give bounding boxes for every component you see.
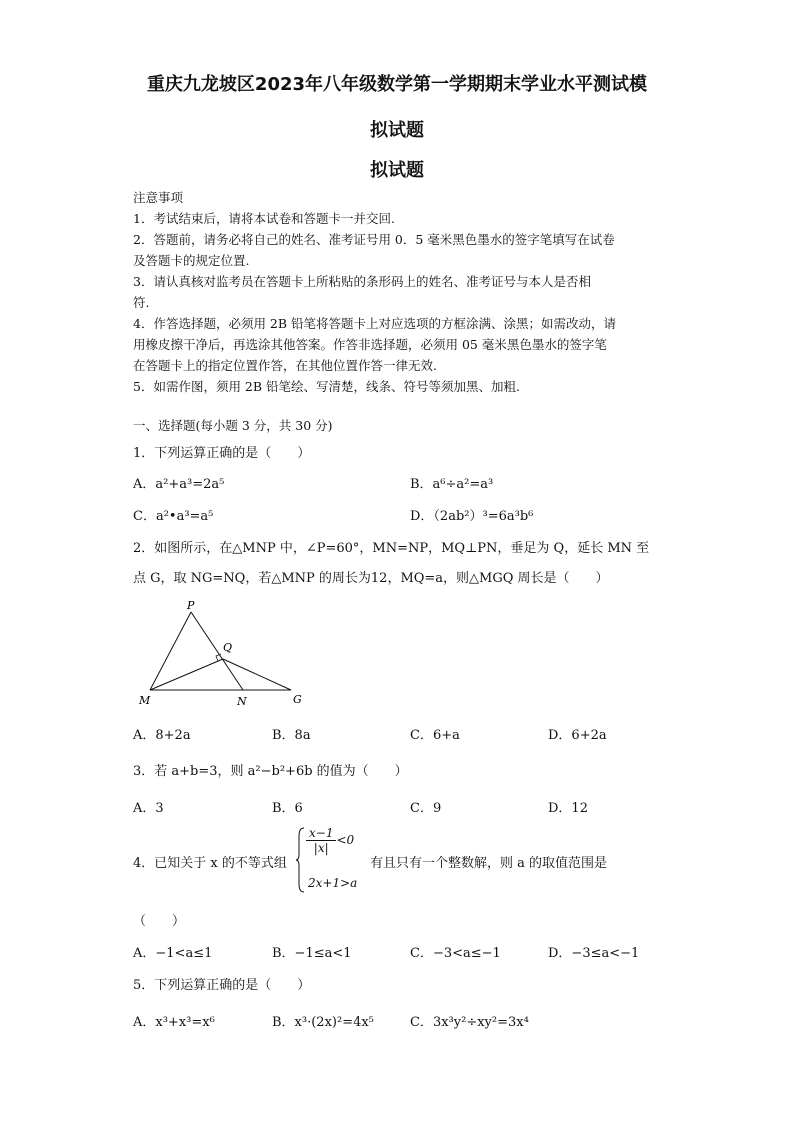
label-m: M — [139, 694, 151, 707]
q5-option-b: B．x³·(2x)²=4x⁵ — [272, 1015, 374, 1030]
question-4-paren: （ ） — [133, 914, 186, 929]
q2-option-c: C．6+a — [410, 728, 460, 743]
inequality-1 — [306, 826, 354, 855]
notes-item: 符. — [133, 295, 150, 310]
q3-option-d: D．12 — [548, 801, 588, 816]
section-heading: 一、选择题(每小题 3 分，共 30 分) — [133, 418, 333, 433]
inequality-1-tail: <0 — [336, 833, 355, 847]
q3-option-c: C．9 — [410, 801, 442, 816]
question-4-stem-suffix: 有且只有一个整数解，则 a 的取值范围是 — [370, 856, 608, 871]
q3-option-a: A．3 — [133, 801, 164, 816]
fraction-denominator: |x| — [313, 841, 329, 855]
question-4-stem-prefix: 4．已知关于 x 的不等式组 — [133, 856, 287, 871]
page-title-line2: 拟试题 — [370, 120, 424, 141]
question-2-stem-line2: 点 G，取 NG=NQ，若△MNP 的周长为12，MQ=a，则△MGQ 周长是（ ） — [133, 571, 609, 586]
inequality-2: 2x+1>a — [308, 876, 358, 890]
question-5-stem: 5．下列运算正确的是（ ） — [133, 978, 311, 993]
q3-option-b: B．6 — [272, 801, 303, 816]
segment-pn — [191, 612, 243, 690]
notes-item: 5．如需作图，须用 2B 铅笔绘、写清楚，线条、符号等须加黑、加粗. — [133, 379, 521, 394]
q4-option-c: C．−3<a≤−1 — [410, 946, 501, 961]
notes-item: 在答题卡上的指定位置作答，在其他位置作答一律无效. — [133, 358, 437, 373]
q2-option-d: D．6+2a — [548, 728, 607, 743]
q1-option-d: D．（2ab²）³=6a³b⁶ — [410, 509, 534, 524]
notes-item: 1．考试结束后，请将本试卷和答题卡一并交回. — [133, 211, 395, 226]
brace-icon — [296, 826, 306, 894]
notes-item: 及答题卡的规定位置. — [133, 253, 250, 268]
label-n: N — [237, 695, 247, 708]
notes-heading: 注意事项 — [133, 190, 184, 205]
fraction — [306, 826, 336, 855]
q5-option-a: A．x³+x³=x⁶ — [133, 1015, 215, 1030]
label-p: P — [187, 599, 195, 612]
page-title: 重庆九龙坡区2023年八年级数学第一学期期末学业水平测试模 — [146, 74, 648, 95]
inequality-system — [296, 826, 366, 894]
page-title-line3: 拟试题 — [370, 160, 424, 181]
q2-option-a: A．8+2a — [133, 728, 191, 743]
notes-item: 4．作答选择题，必须用 2B 铅笔将答题卡上对应选项的方框涂满、涂黑；如需改动，请 — [133, 316, 617, 331]
q5-option-c: C．3x³y²÷xy²=3x⁴ — [410, 1015, 529, 1030]
segment-mq — [150, 659, 223, 690]
question-1-stem: 1．下列运算正确的是（ ） — [133, 446, 311, 461]
triangle-figure — [133, 597, 313, 712]
q4-option-d: D．−3≤a<−1 — [548, 946, 640, 961]
q4-option-b: B．−1≤a<1 — [272, 946, 352, 961]
fraction-numerator: x−1 — [306, 826, 336, 841]
notes-item: 用橡皮擦干净后，再选涂其他答案。作答非选择题，必须用 05 毫米黑色墨水的签字笔 — [133, 337, 607, 352]
q1-option-a: A．a²+a³=2a⁵ — [133, 477, 225, 492]
notes-item: 2．答题前，请务必将自己的姓名、准考证号用 0．5 毫米黑色墨水的签字笔填写在试卷 — [133, 232, 615, 247]
q2-option-b: B．8a — [272, 728, 311, 743]
q1-option-c: C．a²•a³=a⁵ — [133, 509, 214, 524]
q4-option-a: A．−1<a≤1 — [133, 946, 213, 961]
question-3-stem: 3．若 a+b=3，则 a²−b²+6b 的值为（ ） — [133, 764, 408, 779]
segment-mp — [150, 612, 191, 690]
notes-item: 3．请认真核对监考员在答题卡上所粘贴的条形码上的姓名、准考证号与本人是否相 — [133, 274, 591, 289]
label-g: G — [293, 693, 302, 706]
question-2-stem-line1: 2．如图所示，在△MNP 中，∠P=60°，MN=NP，MQ⊥PN，垂足为 Q，延长 MN 至 — [133, 541, 650, 556]
q1-option-b: B．a⁶÷a²=a³ — [410, 477, 494, 492]
label-q: Q — [223, 641, 233, 654]
